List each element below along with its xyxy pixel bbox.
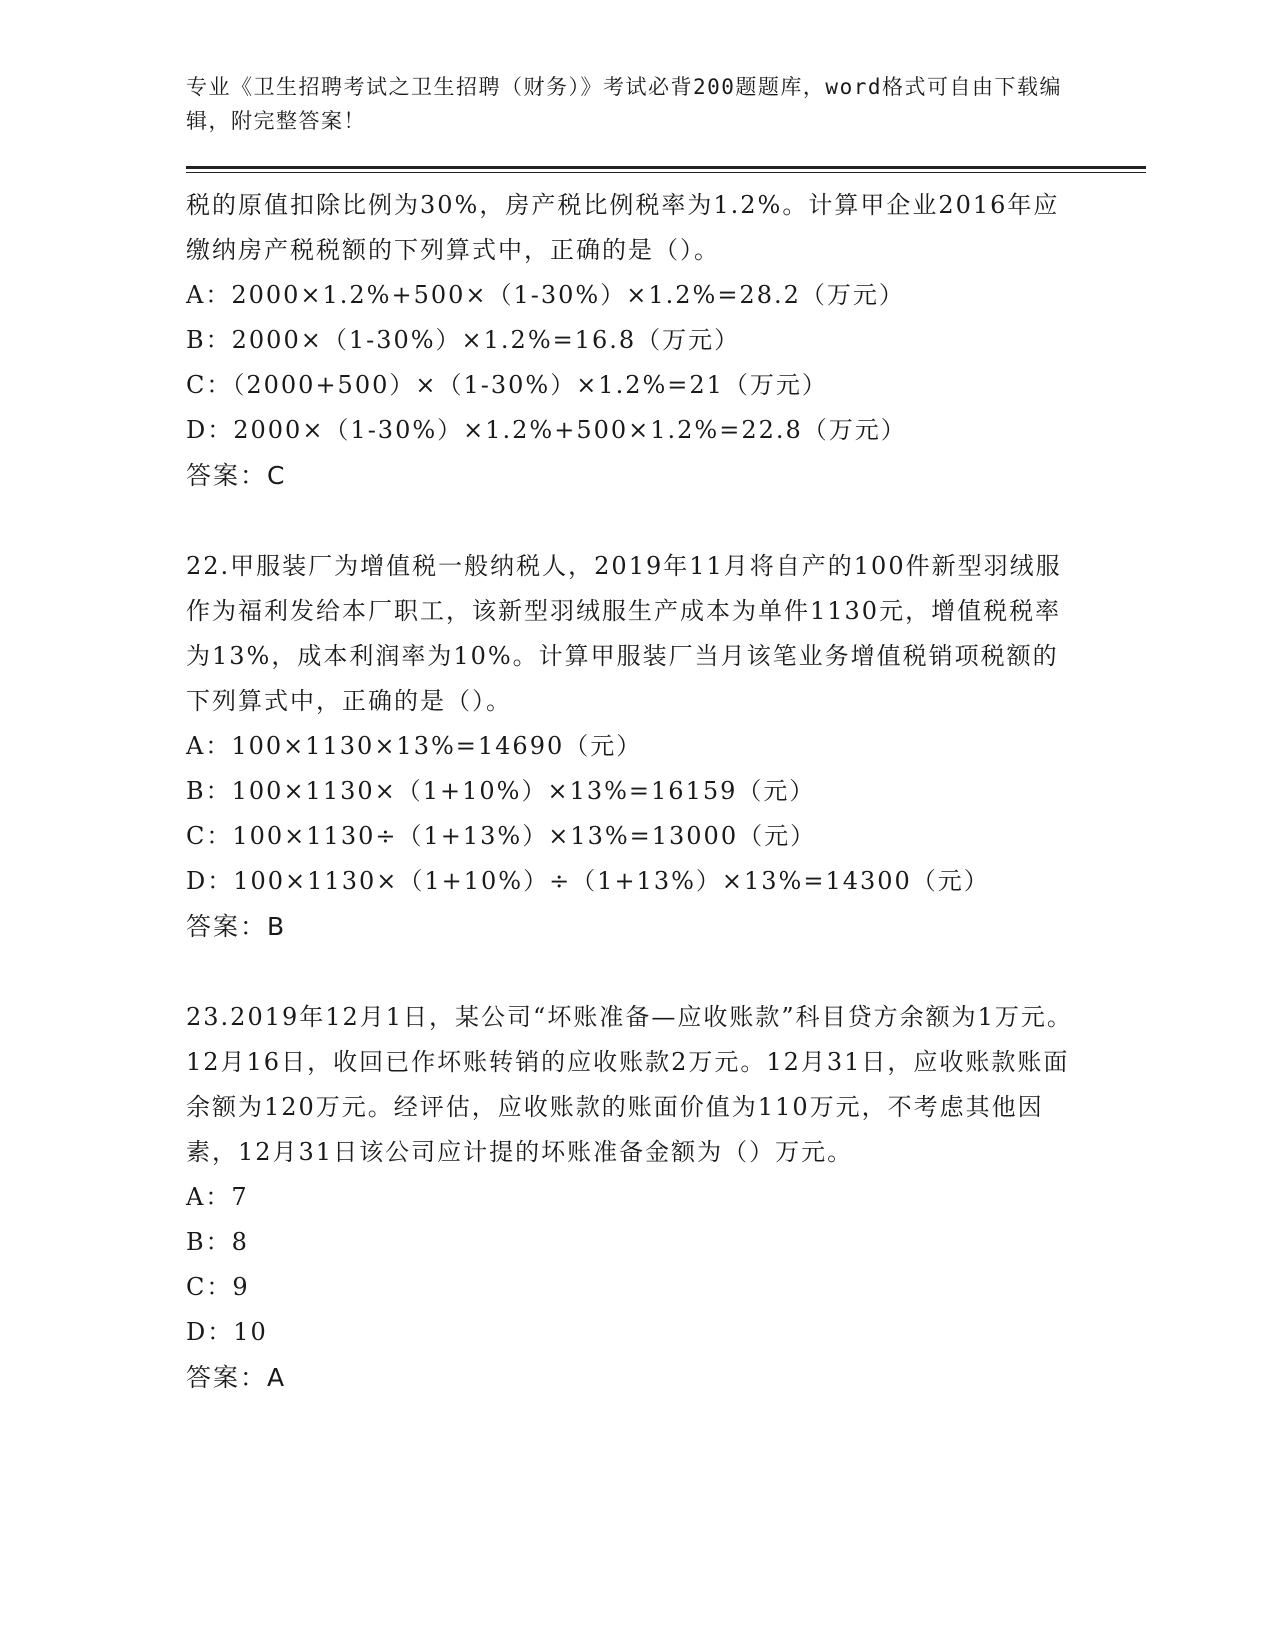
option-c: C：（2000+500）×（1-30%）×1.2%=21（万元） [186,371,828,399]
header-divider [186,166,1146,173]
question-text: 23.2019年12月1日，某公司“坏账准备—应收账款”科目贷方余额为1万元。12月16日，收回已作坏账转销的应收账款2万元。12月31日，应收账款账面余额为120万元。经评估，应收账款的账面价值为110万元，不考虑其他因素，12月31日该公司应计提的坏账准备金额为（）万元。 [186,1003,1073,1166]
question-block-21 [186,183,1146,498]
answer-line: 答案：A [186,1363,287,1392]
option-a: A：2000×1.2%+500×（1-30%）×1.2%=28.2（万元） [186,281,905,309]
document-header: 专业《卫生招聘考试之卫生招聘（财务）》考试必背200题题库，word格式可自由下载编辑，附完整答案！ [186,75,1062,133]
question-spacer [186,949,1146,995]
option-a: A：100×1130×13%=14690（元） [186,732,643,760]
question-text: 税的原值扣除比例为30%，房产税比例税率为1.2%。计算甲企业2016年应缴纳房产税税额的下列算式中，正确的是（）。 [186,191,1060,264]
option-c: C：9 [186,1273,250,1301]
question-block-22 [186,544,1146,949]
option-c: C：100×1130÷（1+13%）×13%=13000（元） [186,822,817,850]
header-divider-thin [186,172,1146,173]
option-d: D：10 [186,1318,268,1346]
header-divider-thick [186,166,1146,169]
question-text: 22.甲服装厂为增值税一般纳税人，2019年11月将自产的100件新型羽绒服作为福利发给本厂职工，该新型羽绒服生产成本为单件1130元，增值税税率为13%，成本利润率为10%。计算甲服装厂当月该笔业务增值税销项税额的下列算式中，正确的是（）。 [186,552,1062,715]
option-d: D：2000×（1-30%）×1.2%+500×1.2%=22.8（万元） [186,416,907,444]
question-list [186,183,1146,1400]
option-b: B：100×1130×（1+10%）×13%=16159（元） [186,777,816,805]
option-b: B：2000×（1-30%）×1.2%=16.8（万元） [186,326,741,354]
option-a: A：7 [186,1183,249,1211]
question-spacer [186,498,1146,544]
option-d: D：100×1130×（1+10%）÷（1+13%）×13%=14300（元） [186,867,990,895]
option-b: B：8 [186,1228,249,1256]
answer-line: 答案：B [186,912,287,941]
answer-line: 答案：C [186,461,287,490]
document-page [186,70,1146,1400]
question-block-23 [186,995,1146,1400]
